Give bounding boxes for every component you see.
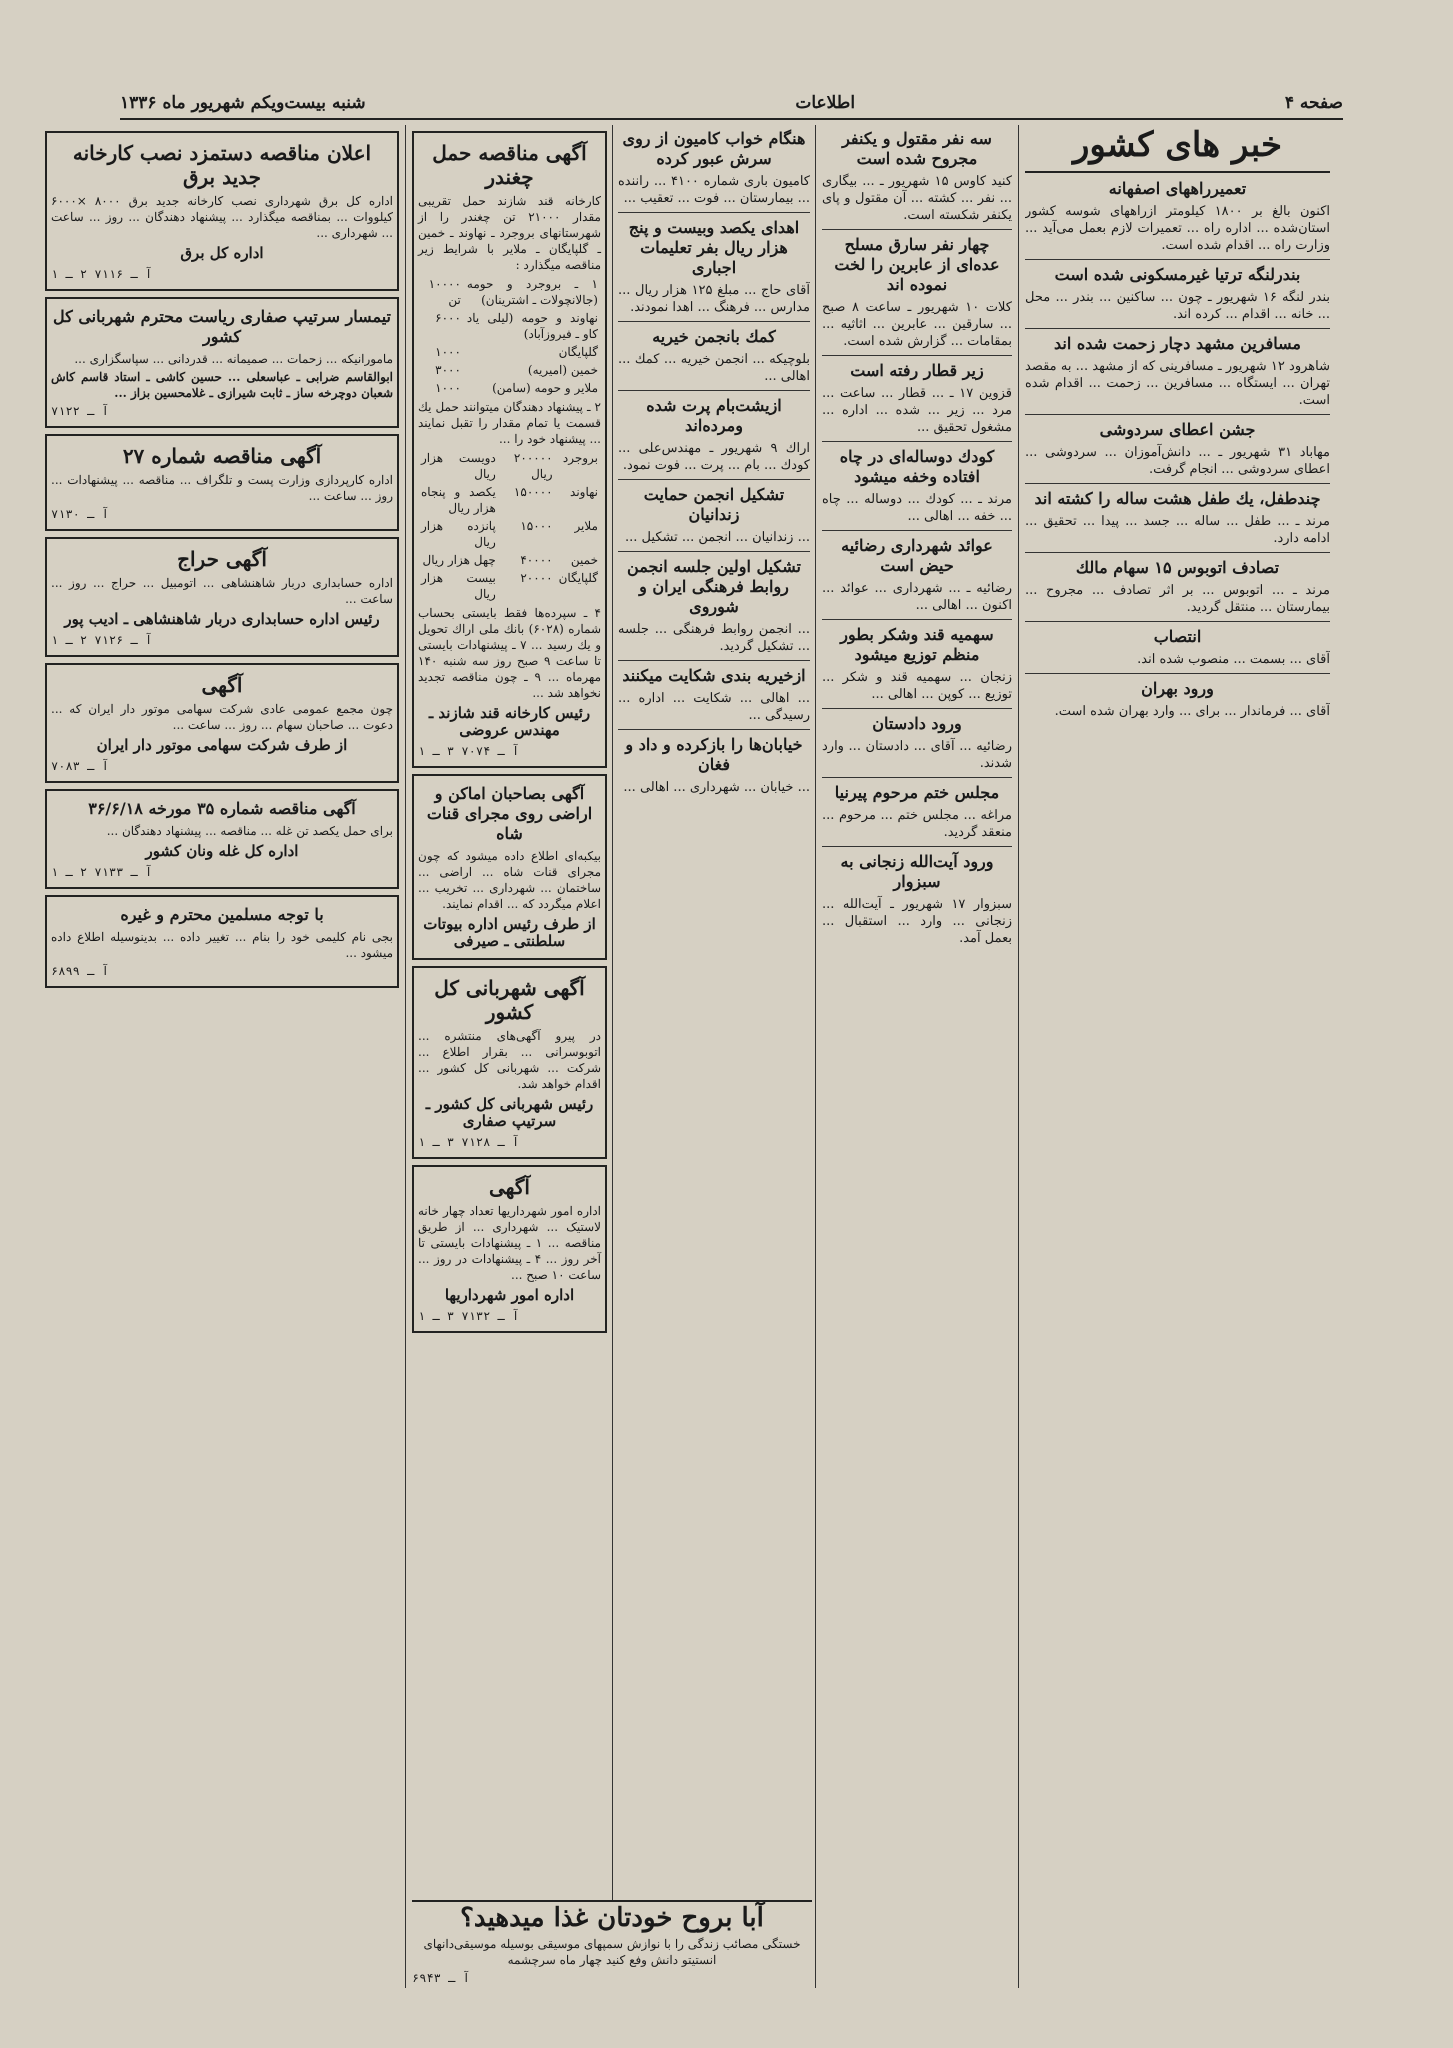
table-cell: نهاوند و حومه (لیلی یاد کاو ـ فیروزآباد): [466, 311, 598, 341]
ad-general-meeting: [45, 663, 399, 783]
news-body: کامیون باری شماره ۴۱۰۰ ... راننده ... بیمارستان ... فوت ... تعقیب ...: [618, 174, 810, 206]
news-headline: خیابان‌ها را بازکرده و داد و فغان: [625, 735, 803, 774]
table-cell: چهل هزار ریال: [422, 553, 496, 567]
ad-tender-35: [45, 789, 399, 889]
divider: [1025, 328, 1330, 329]
news-body: آقای ... بسمت ... منصوب شده اند.: [1137, 652, 1330, 667]
table-cell: ۱ ـ بروجرد و حومه (جالانچولات ـ اشترینان): [466, 277, 598, 307]
divider: [1025, 414, 1330, 415]
news-item: [822, 235, 1012, 350]
news-headline: تشکیل انجمن حمایت زندانیان: [643, 485, 785, 524]
news-body: بندر لنگه ۱۶ شهریور ـ چون ... ساکنین ... بندر ... محل ... خانه ... اقدام ... کرده اند.: [1025, 290, 1330, 322]
ad-code: آ ـ ۷۱۲۶ ۲ ـ ۱: [51, 633, 153, 647]
news-headline: اهدای یکصد وبیست و پنج هزار ریال بفر تعلیمات اجباری: [628, 218, 800, 277]
table-cell: پانزده هزار ریال: [421, 519, 496, 549]
ad-signature: از طرف شرکت سهامی موتور دار ایران: [96, 736, 348, 754]
ad-qanat-shah: [412, 774, 607, 960]
news-body: کنید کاوس ۱۵ شهریور ـ ... بیگاری ... نفر ... کشته ... آن مقتول و پای یکنفر شکسته است.: [822, 174, 1012, 223]
ad-code: آ ـ ۷۱۲۲: [51, 404, 109, 418]
column-rule: [612, 125, 613, 1988]
divider: [618, 551, 810, 552]
news-headline: مجلس ختم مرحوم پیرنیا: [834, 783, 1000, 802]
ad-body: مامورانیکه ... زحمات ... صمیمانه ... قدردانی ... سپاسگزاری ...: [74, 352, 393, 366]
news-item: [1025, 420, 1330, 478]
news-headline: انتصاب: [1153, 627, 1202, 646]
news-body: مرند ـ ... کودك ... دوساله ... چاه ... خفه ... اهالی ...: [822, 492, 1012, 524]
table-cell: ۲۰۰۰۰۰ ریال: [513, 451, 553, 481]
news-body: ... اهالی ... شکایت ... اداره ... رسیدگی ...: [618, 691, 810, 723]
table-row: [418, 309, 601, 343]
ad-title: آگهی مناقصه حمل چغندر: [432, 141, 587, 189]
ad-intro: کارخانه قند شازند حمل تقریبی مقدار ۲۱۰۰۰ تن چغندر را از شهرستانهای بروجرد ـ نهاوند ـ خمین ـ گلپایگان ـ ملایر با شرایط زیر مناقصه میگذارد :: [418, 194, 601, 272]
ad-title: اعلان مناقصه دستمزد نصب کارخانه جدید برق: [72, 141, 372, 189]
news-headline: زیر قطار رفته است: [850, 361, 984, 380]
divider: [822, 530, 1012, 531]
ad-title: با توجه مسلمین محترم و غیره: [120, 905, 324, 924]
quantities-table: [418, 275, 601, 397]
news-body: کلات ۱۰ شهریور ـ ساعت ۸ صبح ... سارقین ... عابرین ... اثاثیه ... بمقامات ... گزارش شده است.: [822, 300, 1012, 349]
page-number: صفحه ۴: [1284, 93, 1343, 113]
news-headline: عوائد شهرداری رضائیه حیض است: [841, 536, 993, 575]
news-body: مرند ـ ... طفل ... ساله ... جسد ... پیدا ... تحقیق ... ادامه دارد.: [1025, 514, 1330, 546]
ad-body: بیکبه‌ای اطلاع داده میشود که چون مجرای قنات شاه ... اراضی ... ساختمان ... شهرداری ... تخریب ... اعلام میگردد که ... اقدام نمایند.: [418, 849, 601, 911]
column-news-2: [822, 125, 1012, 1988]
news-headline: کودك دوساله‌ای در چاه افتاده وخفه میشود: [839, 447, 995, 486]
issue-date: شنبه بیست‌ویکم شهریور ماه ۱۳۳۶: [120, 93, 366, 113]
news-headline: ورود آیت‌الله زنجانی به سبزوار: [840, 852, 994, 891]
ad-code: آ ـ ۶۹۴۳: [412, 1971, 470, 1985]
table-cell: ملایر: [574, 519, 598, 533]
newspaper-name: اطلاعات: [795, 93, 856, 113]
news-headline: هنگام خواب کامیون از روی سرش عبور کرده: [622, 129, 806, 168]
divider: [618, 729, 810, 730]
divider: [618, 390, 810, 391]
news-body: زنجان ... سهمیه قند و شکر ... توزیع ... کوپن ... اهالی ...: [822, 670, 1012, 702]
divider: [1025, 552, 1330, 553]
news-item: [822, 625, 1012, 703]
table-cell: خمین: [570, 553, 598, 567]
table-cell: بروجرد: [562, 451, 598, 465]
divider: [618, 321, 810, 322]
divider: [618, 660, 810, 661]
news-headline: سهمیه قند وشکر بطور منظم توزیع میشود: [840, 625, 994, 664]
ad-code: آ ـ ۷۱۳۰: [51, 507, 109, 521]
ad-name-change: [45, 895, 399, 988]
ad-code: آ ـ ۷۱۱۶ ۲ ـ ۱: [51, 267, 153, 281]
table-cell: ملایر و حومه (سامن): [492, 381, 598, 395]
news-item: [618, 485, 810, 546]
news-body: قزوین ۱۷ ـ ... قطار ... ساعت ... مرد ... زیر ... شده ... اداره ... مشغول تحقیق ...: [822, 386, 1012, 435]
ad-code: آ ـ ۷۱۲۸ ۳ ـ ۱: [418, 1135, 520, 1149]
ad-title: آگهی مناقصه شماره ۳۵ مورخه ۳۶/۶/۱۸: [88, 799, 356, 818]
column-ads-4: [412, 125, 607, 1988]
news-item: [1025, 265, 1330, 323]
news-item: [618, 735, 810, 796]
news-body: آقای ... فرماندار ... برای ... وارد بهران شده است.: [1054, 704, 1330, 719]
divider: [822, 708, 1012, 709]
ad-tender-beet: [412, 131, 607, 768]
table-row: [418, 569, 601, 603]
ad-code: آ ـ ۷۱۳۲ ۳ ـ ۱: [418, 1309, 520, 1323]
news-item: [618, 396, 810, 474]
news-headline: ازیشت‌بام پرت شده ومرده‌اند: [646, 396, 782, 435]
news-headline: ازخیریه بندی شکایت میکنند: [622, 666, 806, 685]
news-body: سبزوار ۱۷ شهریور ـ آیت‌الله ... زنجانی ... وارد ... استقبال ... بعمل آمد.: [822, 897, 1012, 946]
ad-power-plant: [45, 131, 399, 291]
ad-body: چون مجمع عمومی عادی شرکت سهامی موتور دار ایران که ... دعوت ... صاحبان سهام ... روز ... ساعت ...: [51, 702, 393, 732]
news-headline: بندرلنگه ترتیا غیرمسکونی شده است: [1054, 265, 1301, 284]
column-rule: [1018, 125, 1019, 1988]
news-body: رضائیه ... آقای ... دادستان ... وارد شدند.: [822, 739, 1012, 771]
news-item: [822, 536, 1012, 614]
table-row: [418, 343, 601, 361]
ad-body: اداره کل برق شهرداری نصب کارخانه جدید برق ۸۰۰۰ ×۶۰۰۰ کیلووات ... بمناقصه میگذارد ... پیشنهاد دهندگان ... روز ... ساعت ... شهرداری ...: [51, 194, 394, 240]
table-cell: ۱۵۰۰۰: [520, 519, 553, 533]
ad-code: آ ـ ۶۸۹۹: [51, 964, 109, 978]
ad-signature: اداره کل غله ونان کشور: [145, 842, 299, 860]
ad-police: [412, 966, 607, 1159]
news-headline: ورود بهران: [1141, 679, 1214, 698]
news-item: [618, 218, 810, 316]
news-headline: تشکیل اولین جلسه انجمن روابط فرهنگی ایران و شوروی: [627, 557, 801, 616]
table-cell: ۲۰۰۰۰: [520, 571, 553, 585]
table-row: [418, 361, 601, 379]
news-body: اراك ۹ شهریور ـ مهندس‌علی ... کودك ... بام ... پرت ... فوت نمود.: [618, 441, 810, 473]
divider: [1025, 673, 1330, 674]
ad-body: ۲ ـ پیشنهاد دهندگان میتوانند حمل یك قسمت یا تمام مقدار را تقبل نمایند ... پیشنهاد خود را ...: [418, 400, 601, 446]
divider: [1025, 171, 1330, 173]
news-item: [618, 666, 810, 724]
news-headline: تصادف اتوبوس ۱۵ سهام مالك: [1075, 558, 1280, 577]
banner-body: خستگی مصائب زندگی را با نوازش سمپهای موسیقی بوسیله موسیقی‌دانهای انستیتو دانش وفع کنید چهار ماه سرچشمه: [423, 1937, 801, 1967]
ad-code: آ ـ ۷۱۳۳ ۲ ـ ۱: [51, 865, 153, 879]
news-body: آقای حاج ... مبلغ ۱۲۵ هزار ریال ... مدارس ... فرهنگ ... اهدا نمودند.: [618, 283, 810, 315]
ad-title: آگهی بصاحبان اماکن و اراضی روی مجرای قنات‌ شاه: [426, 784, 593, 843]
news-item: [618, 557, 810, 655]
ad-body: اداره حسابداری دربار شاهنشاهی ... اتومبیل ... حراج ... روز ... ساعت ...: [51, 576, 393, 606]
news-body: مرند ـ ... اتوبوس ... بر اثر تصادف ... مجروح ... بیمارستان ... منتقل گردید.: [1025, 583, 1330, 615]
table-cell: ۴۰۰۰۰: [520, 553, 553, 567]
column-ads-5: [45, 125, 399, 1988]
news-item: [1025, 489, 1330, 547]
news-body: ... زندانیان ... انجمن ... تشکیل ...: [625, 530, 810, 545]
news-headline: ورود دادستان: [872, 714, 962, 733]
ad-signature: اداره امور شهرداریها: [444, 1286, 575, 1304]
ad-title: تیمسار سرتیپ صفاری ریاست محترم شهربانی کل کشور: [53, 307, 391, 346]
divider: [822, 355, 1012, 356]
ad-body: اداره امور شهرداریها تعداد چهار خانه لاستیک ... شهرداری ... از طریق مناقصه ... ۱ ـ پیشنهادات بایستی تا آخر روز ... ۴ ـ پیشنهادات در روز ... ساعت ۱۰ صبح ...: [418, 1204, 601, 1282]
ad-signature: رئیس شهربانی کل کشور ـ سرتیپ صفاری: [425, 1095, 594, 1130]
news-body: رضائیه ـ ... شهرداری ... عوائد ... اکنون ... اهالی ...: [822, 581, 1012, 613]
table-cell: یکصد و پنجاه هزار ریال: [421, 485, 496, 515]
deposit-table: [418, 449, 601, 603]
ad-signature: رئیس اداره حسابداری دربار شاهنشاهی ـ ادیب پور: [64, 610, 380, 628]
news-headline: کمك بانجمن خیریه: [652, 327, 776, 346]
news-body: شاهرود ۱۲ شهریور ـ مسافرینی که از مشهد ... به مقصد تهران ... ایستگاه ... مسافرین ... زحمت ... اقدام شده است.: [1025, 359, 1330, 408]
ad-body: در پیرو آگهی‌های منتشره ... اتوبوسرانی ... بقرار اطلاع ... شرکت ... شهربانی کل کشور ... اقدام خواهد شد.: [418, 1029, 601, 1091]
news-headline: سه نفر مقتول و یکنفر مجروح شده است: [842, 129, 992, 168]
column-rule: [815, 125, 816, 1988]
ad-title: آگهی شهربانی کل کشور: [434, 976, 585, 1024]
divider: [822, 777, 1012, 778]
news-item: [822, 714, 1012, 772]
news-item: [822, 852, 1012, 947]
table-cell: بیست هزار ریال: [421, 571, 496, 601]
page-header: [120, 88, 1343, 120]
divider: [1025, 621, 1330, 622]
ad-code: آ ـ ۷۰۷۴ ۳ ـ ۱: [418, 744, 520, 758]
news-headline: مسافرین مشهد دچار زحمت شده اند: [1054, 334, 1301, 353]
ad-signature: رئیس کارخانه قند شازند ـ مهندس عروضی: [428, 704, 591, 739]
divider: [1025, 483, 1330, 484]
ad-code: آ ـ ۷۰۸۳: [51, 759, 109, 773]
ad-body: اداره کارپردازی وزارت پست و تلگراف ... مناقصه ... پیشنهادات ... روز ... ساعت ...: [51, 473, 393, 503]
ad-title: آگهی حراج: [177, 547, 267, 571]
news-headline: چندطفل، یك طفل هشت ساله را کشته اند: [1034, 489, 1321, 508]
ad-body: ۴ ـ سپرده‌ها فقط بایستی بحساب شماره (۶۰۲۸) بانك ملی اراك تحویل و یك رسید ... ۷ ـ پیشنهادات بایستی تا ساعت ۹ صبح روز سه شنبه ۱۴۰ مهرماه ... ۹ ـ چون مناقصه تجدید نخواهد شد ...: [418, 606, 602, 700]
section-title: خبر های کشور: [1072, 125, 1283, 165]
ad-municipalities: [412, 1165, 607, 1333]
divider: [822, 846, 1012, 847]
news-item: [1025, 558, 1330, 616]
news-item: [822, 361, 1012, 436]
news-item: [1025, 679, 1330, 720]
ad-title: آگهی: [201, 673, 243, 697]
table-row: [418, 379, 601, 397]
news-headline: جشن اعطای سردوشی: [1099, 420, 1256, 439]
ad-body: بجی نام کلیمی خود را بنام ... تغییر داده ... بدینوسیله اطلاع داده میشود ...: [51, 930, 393, 960]
table-cell: ۱۵۰۰۰۰: [513, 485, 553, 499]
table-row: [418, 517, 601, 551]
table-cell: نهاوند: [570, 485, 598, 499]
divider: [822, 229, 1012, 230]
table-cell: خمین (امیریه): [527, 363, 598, 377]
column-rule: [405, 125, 406, 1988]
ad-body: برای حمل یکصد تن غله ... مناقصه ... پیشنهاد دهندگان ...: [106, 824, 393, 838]
news-item: [1025, 627, 1330, 668]
table-cell: گلپایگان: [558, 571, 598, 585]
ad-title: آگهی: [489, 1175, 530, 1199]
ad-title: آگهی مناقصه شماره ۲۷: [122, 444, 322, 468]
news-item: [1025, 179, 1330, 254]
table-row: [418, 449, 601, 483]
news-item: [1025, 334, 1330, 409]
table-cell: ۶۰۰۰: [435, 311, 461, 325]
news-item: [822, 783, 1012, 841]
ad-names: ابوالقاسم ضرابی ـ عباسعلی ... حسین کاشی ـ استاد قاسم کاش شعبان دوچرخه ساز ـ ثابت شیرازی ـ غلامحسین بزاز ...: [51, 370, 393, 400]
news-body: ... انجمن روابط فرهنگی ... جلسه ... تشکیل گردید.: [618, 622, 810, 654]
banner-title: آبا بروح خودتان غذا میدهید؟: [460, 1903, 764, 1933]
divider: [822, 441, 1012, 442]
table-cell: ۱۰۰۰: [435, 381, 461, 395]
news-body: بلوچیکه ... انجمن خیریه ... کمك ... اهالی ...: [618, 352, 810, 384]
news-body: ... خیابان ... شهرداری ... اهالی ...: [623, 780, 810, 795]
divider: [822, 619, 1012, 620]
ad-music-banner: [412, 1900, 812, 1988]
ad-signature: اداره کل برق: [180, 244, 264, 262]
table-cell: دویست هزار ریال: [421, 451, 496, 481]
table-cell: گلپایگان: [558, 345, 598, 359]
ad-auction: [45, 537, 399, 657]
news-item: [618, 327, 810, 385]
table-cell: ۳۰۰۰: [435, 363, 461, 377]
news-item: [618, 129, 810, 207]
divider: [1025, 259, 1330, 260]
column-news-3: [618, 125, 810, 1988]
news-body: اکنون بالغ بر ۱۸۰۰ کیلومتر ازراههای شوسه کشور استان‌شده ... اداره‌ راه ... تعمیرات لازم بعمل می‌آید ... وزارت راه ... اقدام شده است.: [1025, 204, 1330, 253]
column-national-news: [1025, 125, 1330, 1988]
ad-thanks-police-chief: [45, 297, 399, 428]
table-row: [418, 483, 601, 517]
news-headline: تعمیرراههای اصفهانه: [1108, 179, 1247, 198]
news-headline: چهار نفر سارق مسلح عده‌ای از عابرین را لخت نموده اند: [834, 235, 1000, 294]
divider: [618, 479, 810, 480]
news-body: مراغه ... مجلس ختم ... مرحوم ... منعقد گردید.: [822, 808, 1012, 840]
news-item: [822, 129, 1012, 224]
table-cell: ۱۰۰۰: [435, 345, 461, 359]
table-cell: ۱۰۰۰۰ تن: [428, 277, 461, 307]
ad-tender-27: [45, 434, 399, 531]
ad-signature: از طرف رئیس اداره بیوتات سلطنتی ـ صیرفی: [423, 915, 596, 950]
news-body: مهاباد ۳۱ شهریور ـ ... دانش‌آموزان ... سردوشی ... اعطای سردوشی ... انجام گرفت.: [1025, 445, 1330, 477]
table-row: [418, 551, 601, 569]
news-item: [822, 447, 1012, 525]
divider: [618, 212, 810, 213]
table-row: [418, 275, 601, 309]
